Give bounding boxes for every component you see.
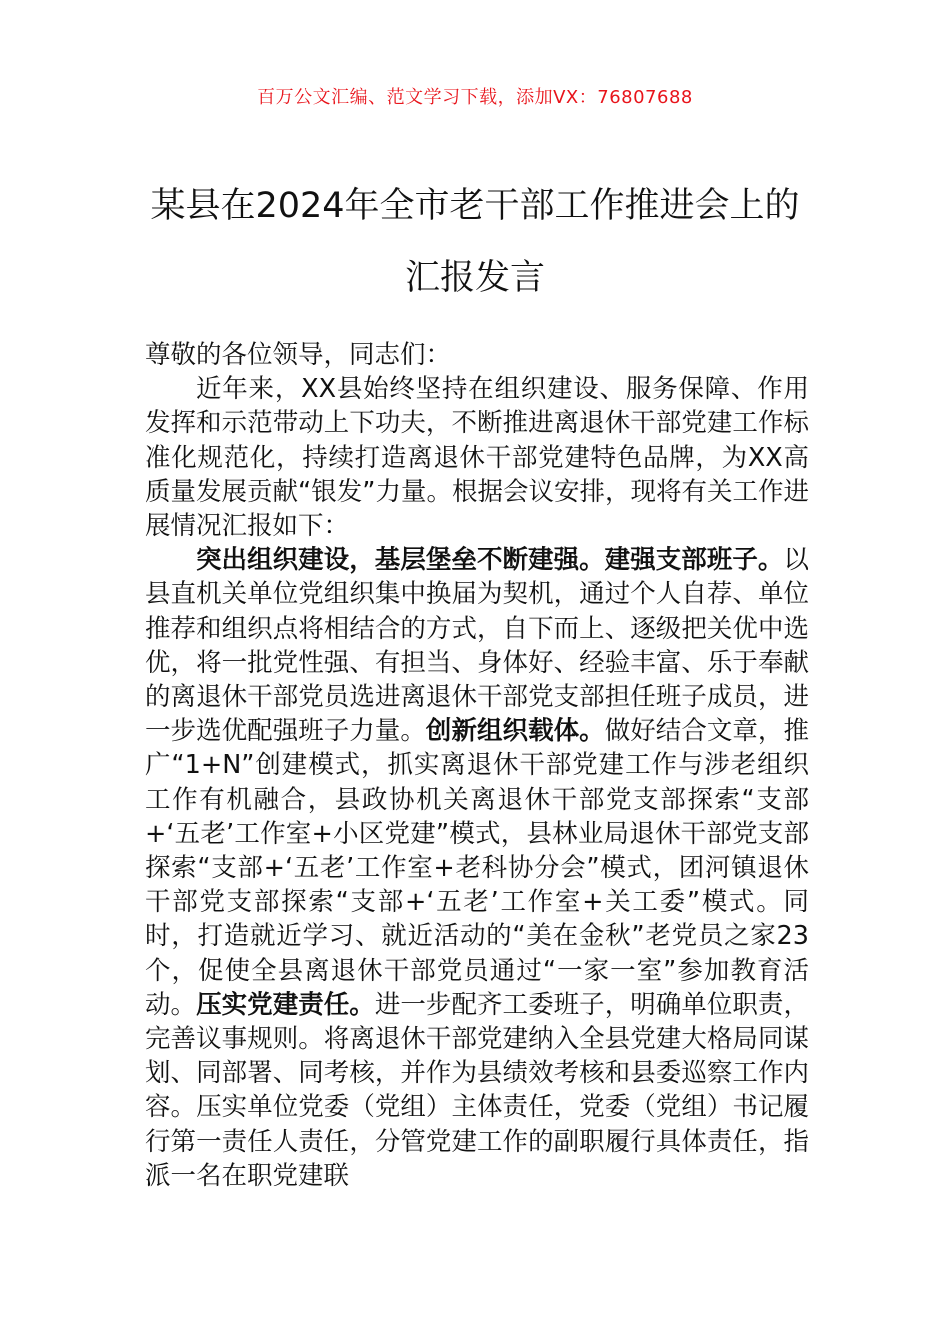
subsection-1-text: 以县直机关单位党组织集中换届为契机，通过个人自荐、单位推荐和组织点将相结合的方式，自下而上、逐级把关优中选优，将一批党性强、有担当、身体好、经验丰富、乐于奉献的离退休干部党员选进离退休干部党支部担任班子成员，进一步选优配强班子力量。 — [145, 545, 809, 747]
document-body — [145, 338, 809, 1193]
subsection-3-heading: 压实党建责任。 — [196, 989, 375, 1020]
title-line-1: 某县在2024年全市老干部工作推进会上的 — [150, 186, 800, 226]
watermark-banner: 百万公文汇编、范文学习下载，添加VX：76807688 — [257, 87, 693, 108]
subsection-2-heading: 创新组织载体。 — [425, 716, 605, 747]
section-1-paragraph — [145, 543, 809, 1193]
intro-paragraph: 近年来，XX县始终坚持在组织建设、服务保障、作用发挥和示范带动上下功夫，不断推进离退休干部党建工作标准化规范化，持续打造离退休干部党建特色品牌，为XX高质量发展贡献“银发”力量。根据会议安排，现将有关工作进展情况汇报如下： — [145, 374, 809, 542]
section-1-heading: 突出组织建设，基层堡垒不断建强。 — [196, 545, 605, 576]
document-title — [100, 170, 850, 314]
salutation: 尊敬的各位领导，同志们： — [145, 340, 452, 370]
subsection-1-heading: 建强支部班子。 — [604, 545, 784, 576]
subsection-2-text: 做好结合文章，推广“1+N”创建模式，抓实离退休干部党建工作与涉老组织工作有机融合，县政协机关离退休干部党支部探索“支部+‘五老’工作室+小区党建”模式，县林业局退休干部党支部探索“支部+‘五老’工作室+老科协分会”模式，团河镇退休干部党支部探索“支部+‘五老’工作室+关工委”模式。同时，打造就近学习、就近活动的“美在金秋”老党员之家23个，促使全县离退休干部党员通过“一家一室”参加教育活动。 — [145, 716, 809, 1020]
title-line-2: 汇报发言 — [404, 258, 545, 298]
subsection-3-text: 进一步配齐工委班子，明确单位职责，完善议事规则。将离退休干部党建纳入全县党建大格局同谋划、同部署、同考核，并作为县绩效考核和县委巡察工作内容。压实单位党委（党组）主体责任，党委（党组）书记履行第一责任人责任，分管党建工作的副职履行具体责任，指派一名在职党建联 — [145, 989, 809, 1191]
